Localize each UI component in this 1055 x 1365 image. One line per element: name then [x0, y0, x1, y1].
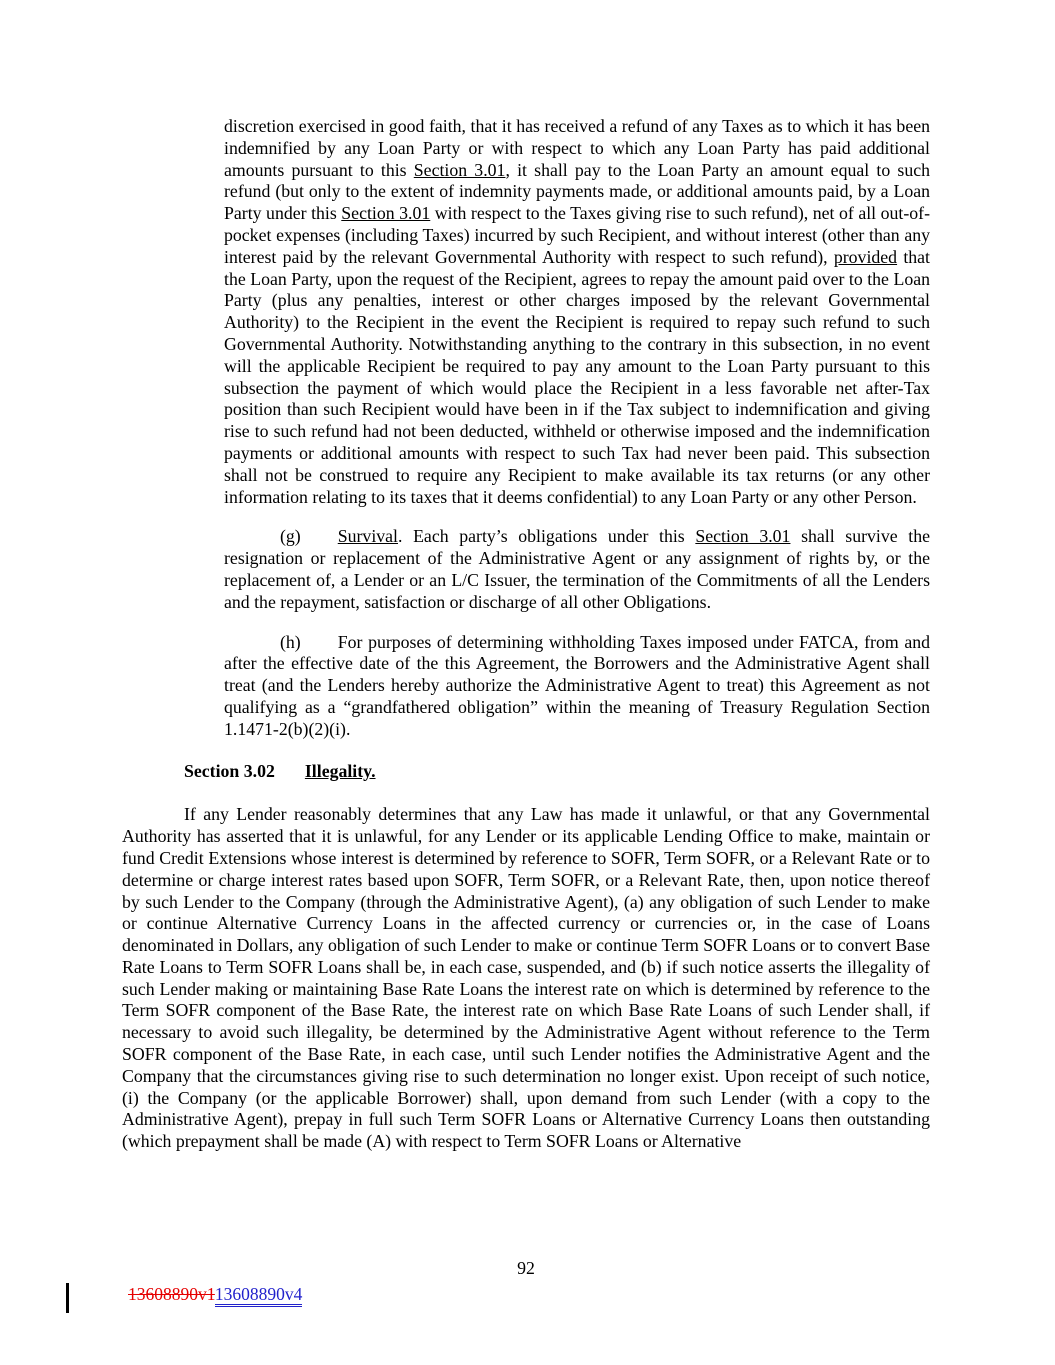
body-text: discretion exercised in good faith, that it has received a refund of any Taxes as to which it has been indemnified by any Loan Party or with respect to which any Loan Party has paid additional amounts pursuant to this	[224, 116, 930, 180]
deleted-doc-id: 13608890v1	[128, 1284, 215, 1304]
subsection-label: (g)	[280, 526, 301, 547]
paragraph-illegality-body	[122, 804, 930, 1153]
section-number: Section 3.02	[184, 760, 275, 781]
page-content	[122, 116, 930, 1153]
section-3-01-reference: Section 3.01	[341, 203, 431, 224]
section-3-02-heading	[184, 761, 930, 783]
body-text: shall survive the resignation or replacement of the Administrative Agent or any assignment of rights by, or the replacement of, a Lender or an L/C Issuer, the termination of the Commitments of all the Lenders and the repayment, satisfaction or discharge of all other Obligations.	[224, 526, 930, 612]
document-version-ids	[128, 1284, 302, 1305]
change-bar	[66, 1283, 69, 1313]
body-text: . Each party’s obligations under this	[398, 526, 696, 547]
inserted-doc-id: 13608890v4	[215, 1284, 303, 1307]
section-title: Illegality.	[304, 760, 376, 781]
body-text: that the Loan Party, upon the request of the Recipient, agrees to repay the amount paid over to the Loan Party (plus any penalties, interest or other charges imposed by the relevant Governmental Authority) to the Recipient in the event the Recipient is required to repay such refund to such Governmental Authority. Notwithstanding anything to the contrary in this subsection, in no event will the applicable Recipient be required to pay any amount to the Loan Party pursuant to this subsection the payment of which would place the Recipient in a less favorable net after-Tax position than such Recipient would have been in if the Tax subject to indemnification and giving rise to such refund had not been deducted, withheld or otherwise imposed and the indemnification payments or additional amounts with respect to such Tax had never been paid. This subsection shall not be construed to require any Recipient to make available its tax returns (or any other information relating to its taxes that it deems confidential) to any Loan Party or any other Person.	[224, 246, 931, 507]
subsection-label: (h)	[280, 631, 301, 652]
paragraph-h-fatca	[224, 632, 930, 741]
body-text: with respect to the Taxes giving rise to such refund), net of all out-of-pocket expenses (including Taxes) incurred by such Recipient, and without interest (other than any interest paid by the relevant Governmental Authority with respect to such refund),	[224, 203, 930, 267]
section-3-01-reference: Section 3.01	[413, 159, 506, 180]
survival-heading: Survival	[337, 526, 398, 547]
section-3-01-reference: Section 3.01	[695, 526, 791, 547]
paragraph-refund-continuation	[224, 116, 930, 508]
body-text: If any Lender reasonably determines that any Law has made it unlawful, or that any Governmental Authority has asserted that it is unlawful, for any Lender or its applicable Lending Office to make, maintain or fund Credit Extensions whose interest is determined by reference to SOFR, Term SOFR, or a Relevant Rate or to determine or charge interest rates based upon SOFR, Term SOFR, or a Relevant Rate, then, upon notice thereof by such Lender to the Company (through the Administrative Agent), (a) any obligation of such Lender to make or continue Alternative Currency Loans in the affected currency or currencies or, in the case of Loans denominated in Dollars, any obligation of such Lender to make or continue Term SOFR Loans or to convert Base Rate Loans to Term SOFR Loans shall be, in each case, suspended, and (b) if such notice asserts the illegality of such Lender making or maintaining Base Rate Loans the interest rate on which is determined by reference to the Term SOFR component of the Base Rate, the interest rate on which Base Rate Loans of such Lender shall, if necessary to avoid such illegality, be determined by the Administrative Agent without reference to the Term SOFR component of the Base Rate, in each case, until such Lender notifies the Administrative Agent and the Company that the circumstances giving rise to such determination no longer exist. Upon receipt of such notice, (i) the Company (or the applicable Borrower) shall, upon demand from such Lender (with a copy to the Administrative Agent), prepay in full such Term SOFR Loans or Alternative Currency Loans then outstanding (which prepayment shall be made (A) with respect to Term SOFR Loans or Alternative	[122, 804, 930, 1152]
body-text: , it shall pay to the Loan Party an amount equal to such refund (but only to the extent of indemnity payments made, or additional amounts paid, by a Loan Party under this	[224, 159, 930, 224]
page-number: 92	[517, 1258, 535, 1278]
paragraph-g-survival	[224, 526, 930, 613]
body-text: For purposes of determining withholding Taxes imposed under FATCA, from and after the effective date of the this Agreement, the Borrowers and the Administrative Agent shall treat (and the Lenders hereby authorize the Administrative Agent to treat) this Agreement as not qualifying as a “grandfathered obligation” within the meaning of Treasury Regulation Section 1.1471-2(b)(2)(i).	[224, 631, 930, 739]
proviso-term: provided	[833, 246, 898, 267]
